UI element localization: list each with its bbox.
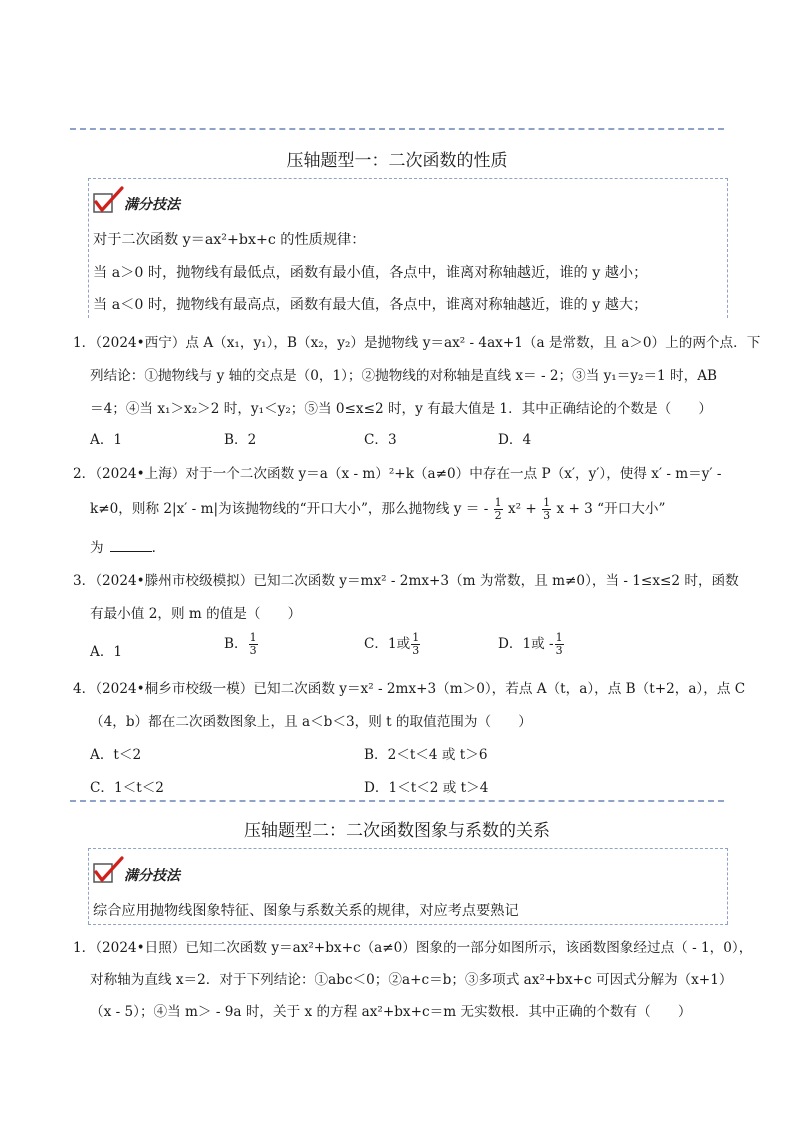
checkmark-icon	[92, 186, 126, 216]
tip-line: 综合应用抛物线图象特征、图象与系数关系的规律，对应考点要熟记	[93, 903, 519, 919]
question-line: 有最小值 2，则 m 的值是（ ）	[90, 606, 302, 622]
option-b: B．2＜t＜4 或 t＞6	[364, 747, 488, 763]
question-line: 对称轴为直线 x＝2．对于下列结论：①abc＜0；②a+c＝b；③多项式 ax²+bx+c 可因式分解为（x+1）	[90, 972, 733, 988]
tip-label: 满分技法	[124, 868, 180, 884]
question-line: 3．（2024•滕州市校级模拟）已知二次函数 y＝mx² - 2mx+3（m 为常数，且 m≠0），当 - 1≤x≤2 时，函数	[73, 573, 739, 589]
fraction: $\frac{1}{3}$	[412, 631, 420, 657]
answer-blank[interactable]	[110, 551, 152, 552]
section-2-title: 压轴题型二：二次函数图象与系数的关系	[244, 821, 550, 841]
option-c: C．1或 $\frac{1}{3}$	[364, 631, 420, 657]
section-divider	[70, 800, 724, 802]
fraction: $\frac{1}{3}$	[555, 631, 563, 657]
option-d: D．4	[498, 432, 532, 448]
checkmark-icon	[92, 856, 126, 886]
tip-label: 满分技法	[124, 197, 180, 213]
question-line: 1．（2024•西宁）点 A（x₁，y₁），B（x₂，y₂）是抛物线 y＝ax² - 4ax+1（a 是常数，且 a＞0）上的两个点．下	[73, 335, 761, 351]
tip-line: 当 a＜0 时，抛物线有最高点，函数有最大值，各点中，谁离对称轴越近，谁的 y 越大；	[93, 297, 648, 313]
option-a: A．t＜2	[90, 747, 142, 763]
option-d: D．1＜t＜2 或 t＞4	[364, 780, 489, 796]
fraction: $\frac{1}{2}$	[494, 496, 502, 522]
question-line: 1．（2024•日照）已知二次函数 y＝ax²+bx+c（a≠0）图象的一部分如图所示，该函数图象经过点（ - 1，0），	[73, 940, 753, 956]
option-c: C．3	[364, 432, 397, 448]
question-line: 为 ．	[90, 540, 166, 556]
fraction: $\frac{1}{3}$	[249, 631, 257, 657]
question-line: 4．（2024•桐乡市校级一模）已知二次函数 y＝x² - 2mx+3（m＞0），若点 A（t，a），点 B（t+2，a），点 C	[73, 681, 746, 697]
section-1-title: 压轴题型一：二次函数的性质	[286, 151, 508, 171]
question-text: “开口大小”	[597, 501, 666, 517]
option-a: A．1	[90, 644, 123, 660]
option-c: C．1＜t＜2	[90, 780, 164, 796]
parabola-expression: y ＝ - $\frac{1}{2}$ x² + $\frac{1}{3}$ x + 3	[453, 496, 593, 522]
question-line: 2．（2024•上海）对于一个二次函数 y＝a（x - m）²+k（a≠0）中存在一点 P（x′，y′），使得 x′ - m＝y′ -	[73, 466, 722, 482]
option-b: B．2	[224, 432, 257, 448]
question-line: ＝4；④当 x₁＞x₂＞2 时，y₁＜y₂；⑤当 0≤x≤2 时，y 有最大值是 1．其中正确结论的个数是（ ）	[90, 401, 712, 417]
option-b: B． $\frac{1}{3}$	[224, 631, 257, 657]
question-line: 列结论：①抛物线与 y 轴的交点是（0，1）；②抛物线的对称轴是直线 x＝ - 2；③当 y₁＝y₂＝1 时，AB	[90, 368, 718, 384]
question-text: k≠0，则称 2|x′ - m|为该抛物线的“开口大小”，那么抛物线	[90, 501, 450, 517]
question-line: （4，b）都在二次函数图象上，且 a＜b＜3，则 t 的取值范围为（ ）	[90, 714, 532, 730]
question-line: （x - 5）；④当 m＞ - 9a 时，关于 x 的方程 ax²+bx+c＝m 无实数根．其中正确的个数有（ ）	[90, 1004, 692, 1020]
option-a: A．1	[90, 432, 123, 448]
option-d: D．1或 - $\frac{1}{3}$	[498, 631, 563, 657]
top-divider	[70, 128, 724, 130]
tip-line: 对于二次函数 y＝ax²+bx+c 的性质规律：	[93, 232, 366, 248]
tip-line: 当 a＞0 时，抛物线有最低点，函数有最小值，各点中，谁离对称轴越近，谁的 y 越小；	[93, 265, 648, 281]
question-line	[90, 497, 665, 522]
fraction: $\frac{1}{3}$	[543, 496, 551, 522]
